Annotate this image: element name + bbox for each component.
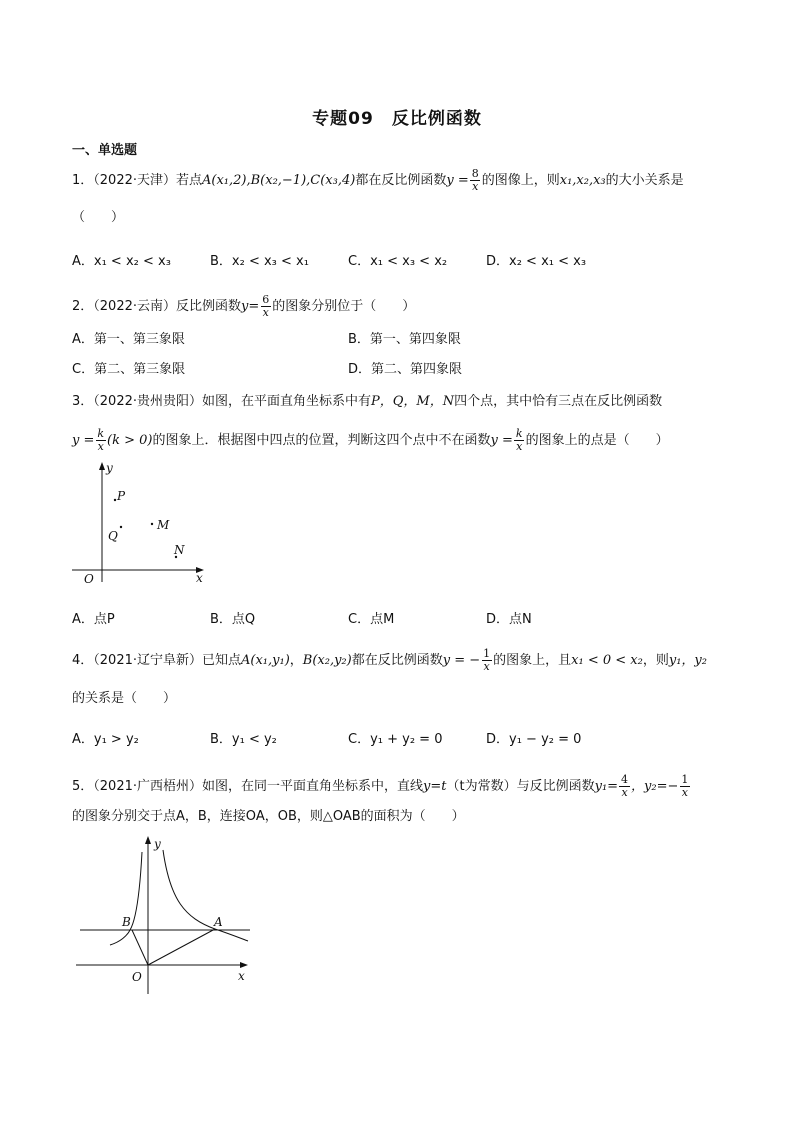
q3-y-label: y [106,461,113,475]
q4-option-b[interactable]: B．y₁ < y₂ [210,732,277,747]
q3-point-m [151,523,153,525]
q1-option-b[interactable]: B．x₂ < x₃ < x₁ [210,254,309,269]
q3-option-b[interactable]: B．点Q [210,612,256,627]
q3-label-m: M [157,518,170,532]
q1-option-d[interactable]: D．x₂ < x₁ < x₃ [486,254,587,269]
question-2-stem: 2．（2022·云南）反比例函数y= $\frac{6}{x}$ 的图象分别位于（ ） [72,293,416,319]
q4-option-d[interactable]: D．y₁ − y₂ = 0 [486,732,582,747]
question-3-stem-line2: y = $\frac{k}{x}$ (k > 0)的图象上．根据图中四点的位置，判断这四个点中不在函数y = $\frac{k}{x}$ 的图象上的点是（ ） [72,427,669,453]
q5-curve-y1 [163,850,248,941]
q4-fraction: $\frac{1}{x}$ [483,647,491,673]
question-4-stem-line2: 的关系是（ ） [72,691,177,706]
q3-point-p [114,499,116,501]
q3-origin-label: O [84,572,94,586]
q5-label-a: A [214,915,223,929]
q3-x-label: x [196,571,203,585]
q3-coordinate-figure [70,460,220,590]
q5-label-b: B [122,915,131,929]
question-4-stem-line1: 4．（2021·辽宁阜新）已知点A(x₁,y₁)，B(x₂,y₂)都在反比例函数y = − $\frac{1}{x}$ 的图象上，且x₁ < 0 < x₂，则y₁，y₂ [72,647,707,673]
q1-mid: 都在反比例函数 [355,173,447,188]
q3-y-arrow-icon [99,462,105,470]
question-3-stem-line1: 3．（2022·贵州贵阳）如图，在平面直角坐标系中有P，Q，M，N四个点，其中恰有三点在反比例函数 [72,394,663,409]
q5-fraction-2: $\frac{1}{x}$ [681,773,689,799]
q4-option-c[interactable]: C．y₁ + y₂ = 0 [348,732,443,747]
q1-suffix: 的图像上，则 [481,173,560,188]
question-5-stem-line2: 的图象分别交于点A，B，连接OA，OB，则△OAB的面积为（ ） [72,809,465,824]
q2-option-c[interactable]: C．第二、第三象限 [72,362,186,377]
q5-segment-ob [132,930,148,965]
page-title: 专题09 反比例函数 [312,109,482,129]
q1-answer-paren: （ ） [72,210,125,225]
q2-fraction: $\frac{6}{x}$ [262,293,270,319]
q1-option-c[interactable]: C．x₁ < x₃ < x₂ [348,254,448,269]
q5-fraction-1: $\frac{4}{x}$ [621,773,629,799]
q3-point-q [120,526,122,528]
q2-option-d[interactable]: D．第二、第四象限 [348,362,463,377]
q3-fraction: $\frac{k}{x}$ [97,427,105,453]
q3-label-p: P [117,489,126,503]
question-5-stem-line1: 5．（2021·广西梧州）如图，在同一平面直角坐标系中，直线y=t（t为常数）与反比例函数y₁= $\frac{4}{x}$ ，y₂=− $\frac{1}{x}$ [72,773,689,799]
q1-points: A(x₁,2),B(x₂,−1),C(x₃,4) [202,173,356,188]
q1-func-lhs: y = [446,173,469,188]
q5-y-label: y [154,837,161,851]
q4-option-a[interactable]: A．y₁ > y₂ [72,732,139,747]
q3-fraction-2: $\frac{k}{x}$ [515,427,523,453]
question-1-stem [72,168,684,193]
section-heading: 一、单选题 [72,143,138,158]
q2-option-b[interactable]: B．第一、第四象限 [348,332,461,347]
q1-tail: 的大小关系是 [605,173,684,188]
q3-label-q: Q [108,529,118,543]
q1-fraction: $\frac{8}{x}$ [471,167,479,193]
q5-coordinate-figure [70,830,260,996]
q5-curve-y2 [110,852,142,945]
q5-x-arrow-icon [240,962,248,968]
q2-option-a[interactable]: A．第一、第三象限 [72,332,185,347]
q1-option-a[interactable]: A．x₁ < x₂ < x₃ [72,254,171,269]
q3-option-d[interactable]: D．点N [486,612,532,627]
q5-x-label: x [238,969,245,983]
q5-origin-label: O [132,970,142,984]
q5-y-arrow-icon [145,836,151,844]
q5-segment-oa [148,929,215,965]
q3-option-c[interactable]: C．点M [348,612,395,627]
q3-option-a[interactable]: A．点P [72,612,115,627]
q3-label-n: N [174,543,185,557]
q1-prefix: 1．（2022·天津）若点 [72,173,202,188]
q1-vars: x₁,x₂,x₃ [559,173,606,188]
